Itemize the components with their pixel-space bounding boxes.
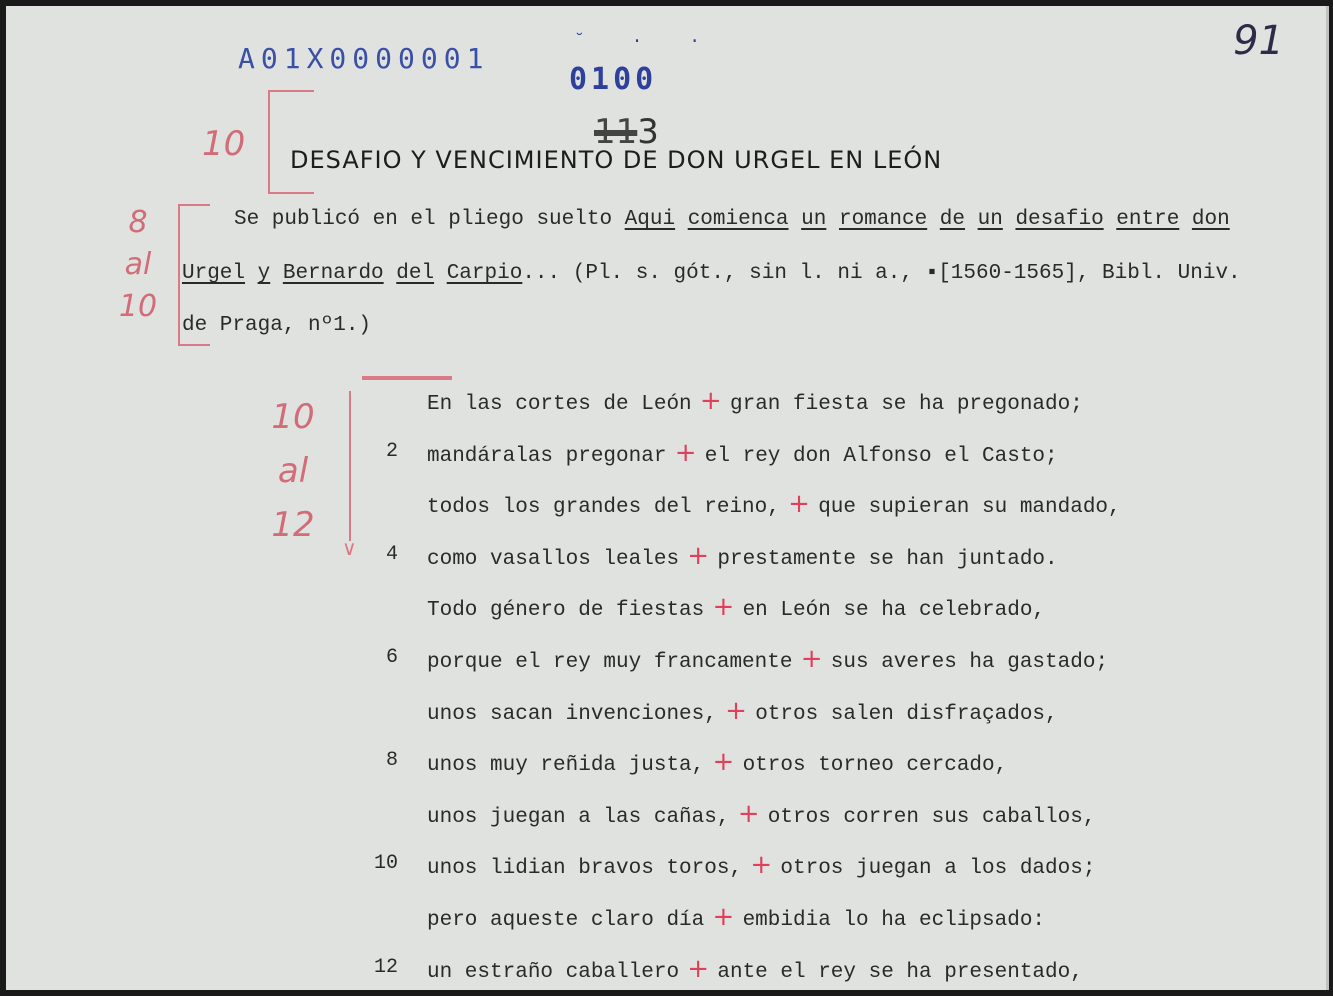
verse-number: 2 (385, 439, 398, 463)
page-number: 91 (1233, 18, 1284, 64)
verses-bracket-top (362, 376, 452, 380)
intro-line-1 (234, 208, 1230, 231)
intro-line-2 (182, 262, 1241, 285)
verse-line (427, 799, 1095, 829)
caesura-mark: + (792, 644, 831, 674)
verse-line (427, 541, 1058, 571)
intro-run: un (801, 208, 827, 231)
margin-note-line: 10 (271, 397, 315, 437)
verse-number: 10 (373, 852, 398, 876)
verse-first-hemistich: porque el rey muy francamente (427, 651, 793, 674)
verse-line (427, 644, 1108, 674)
intro-run: de (939, 208, 966, 231)
verse-line (427, 954, 1083, 984)
verse-first-hemistich: un estraño caballero (427, 960, 680, 984)
caesura-mark: + (742, 850, 781, 881)
down-arrow-icon: ∨ (342, 536, 357, 560)
verse-first-hemistich: pero aqueste claro día (427, 909, 705, 932)
intro-margin-note (108, 202, 168, 328)
verse-second-hemistich: sus averes ha gastado; (830, 651, 1109, 674)
intro-line-3: de Praga, nº1.) (182, 314, 372, 337)
intro-run: entre (1116, 208, 1180, 231)
verse-second-hemistich: el rey don Alfonso el Casto; (704, 444, 1058, 468)
verse-number: 6 (385, 646, 398, 669)
section-title: DESAFIO Y VENCIMIENTO DE DON URGEL EN LEÓN (290, 146, 943, 174)
verses-arrow-line (349, 391, 351, 541)
verse-first-hemistich: todos los grandes del reino, (427, 496, 780, 520)
verse-line (427, 902, 1045, 932)
intro-run: Aqui (624, 208, 676, 231)
verse-second-hemistich: que supieran su mandado, (818, 496, 1121, 520)
verse-line (427, 747, 1007, 777)
verse-line (427, 489, 1121, 519)
intro-run: don (1191, 208, 1230, 231)
archive-code: A01X0000001 (238, 42, 490, 75)
verse-second-hemistich: prestamente se han juntado. (717, 547, 1058, 571)
caesura-mark: + (704, 747, 743, 778)
verse-line (427, 696, 1058, 726)
margin-note-line: 10 (118, 289, 158, 324)
intro-run: Se publicó en el pliego suelto (234, 208, 625, 231)
verse-first-hemistich: En las cortes de León (427, 393, 692, 416)
margin-note-line: 12 (271, 505, 315, 545)
caesura-mark: + (691, 386, 730, 416)
caesura-mark: + (679, 953, 718, 984)
verse-first-hemistich: como vasallos leales (427, 547, 680, 571)
intro-run (1003, 208, 1016, 231)
intro-run: del (396, 262, 435, 285)
caesura-mark: + (716, 695, 756, 726)
caesura-mark: + (779, 489, 819, 520)
stamp-number: 0100 (569, 62, 658, 97)
verse-second-hemistich: en León se ha celebrado, (742, 599, 1046, 623)
verse-first-hemistich: unos muy reñida justa, (427, 754, 705, 778)
margin-note-line: 8 (128, 205, 148, 240)
intro-run: romance (838, 208, 928, 231)
verse-second-hemistich: otros juegan a los dados; (780, 857, 1096, 881)
verses-margin-note (258, 390, 328, 552)
section-number-struck: 11 (594, 112, 638, 152)
verse-first-hemistich: unos juegan a las cañas, (427, 805, 730, 829)
intro-run (384, 262, 397, 285)
verse-second-hemistich: otros torneo cercado, (742, 754, 1008, 778)
intro-run (245, 262, 258, 285)
intro-run (1179, 208, 1192, 231)
verse-line (427, 438, 1058, 468)
intro-run (434, 262, 447, 285)
intro-run: Bernardo (282, 262, 384, 285)
intro-run: Urgel (182, 262, 246, 285)
verse-number: 12 (373, 955, 398, 979)
verse-first-hemistich: unos lidian bravos toros, (427, 857, 743, 881)
verse-first-hemistich: Todo género de fiestas (427, 599, 705, 623)
caesura-mark: + (666, 437, 705, 468)
section-number-value: 3 (637, 112, 659, 152)
verse-first-hemistich: unos sacan invenciones, (427, 702, 717, 726)
caesura-mark: + (704, 592, 743, 623)
caesura-mark: + (729, 798, 768, 829)
title-margin-note: 10 (202, 124, 246, 164)
verse-second-hemistich: embidia lo ha eclipsado: (742, 909, 1046, 932)
intro-run: Carpio (446, 262, 523, 285)
stamp-dots: ˘ · · (574, 32, 719, 52)
verse-number: 4 (385, 542, 398, 566)
title-bracket (268, 90, 314, 194)
intro-run (675, 208, 688, 231)
verse-number: 8 (385, 749, 398, 773)
intro-run: ... (Pl. s. gót., sin l. ni a., ▪[1560-1565], Bibl. Univ. (522, 262, 1241, 285)
margin-note-line: al (124, 247, 152, 282)
caesura-mark: + (679, 540, 718, 571)
verse-second-hemistich: ante el rey se ha presentado, (717, 960, 1083, 984)
intro-run (789, 208, 802, 231)
intro-run: desafio (1015, 208, 1104, 231)
verse-second-hemistich: otros corren sus caballos, (767, 805, 1096, 829)
intro-run: un (977, 208, 1003, 231)
intro-run (965, 208, 978, 231)
verse-second-hemistich: otros salen disfraçados, (755, 702, 1058, 726)
intro-run: y (257, 262, 271, 285)
caesura-mark: + (704, 902, 743, 932)
verse-line (427, 386, 1083, 416)
intro-run (1104, 208, 1117, 231)
margin-note-line: al (277, 451, 309, 491)
intro-run (270, 262, 283, 285)
document-page (6, 6, 1329, 990)
intro-run (826, 208, 839, 231)
verse-first-hemistich: mandáralas pregonar (427, 444, 667, 468)
verse-line (427, 850, 1095, 880)
intro-run: comienca (687, 208, 789, 231)
verse-line (427, 592, 1045, 622)
intro-run (927, 208, 940, 231)
verse-second-hemistich: gran fiesta se ha pregonado; (729, 393, 1083, 416)
